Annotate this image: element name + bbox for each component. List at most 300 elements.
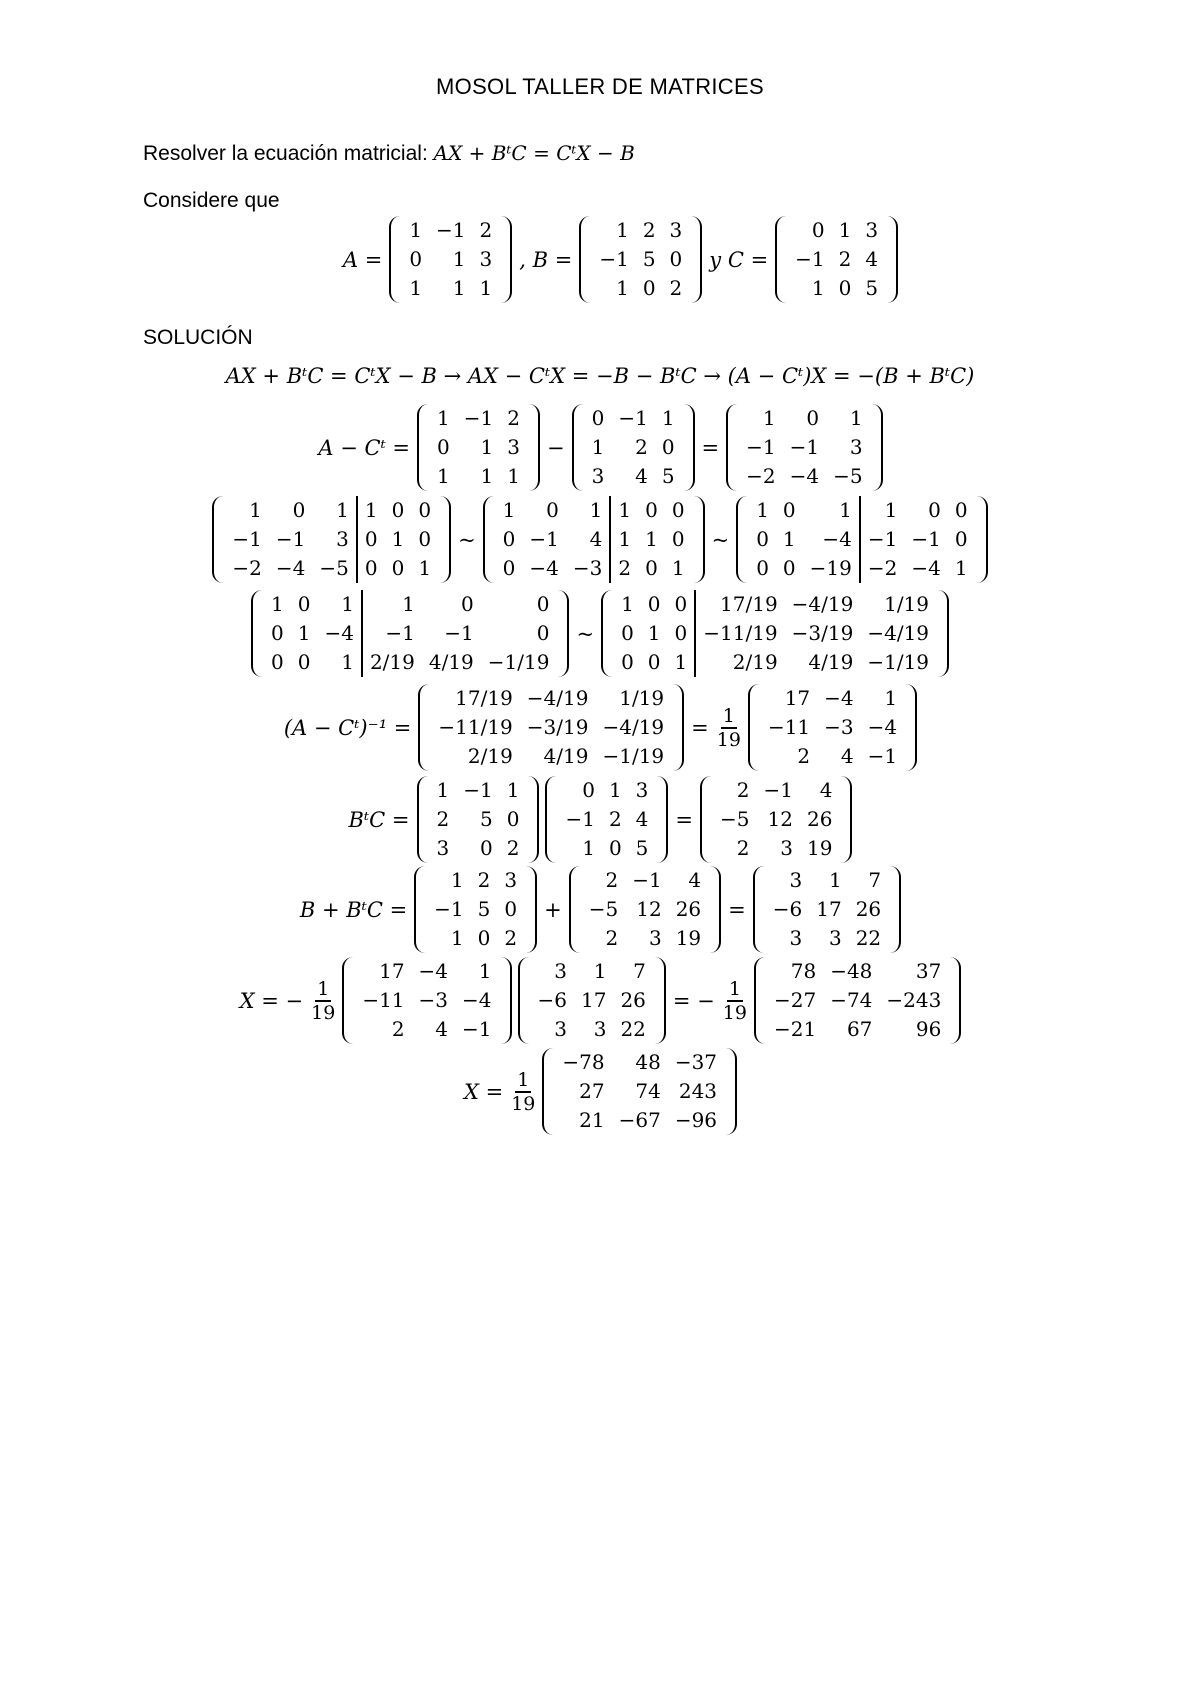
matrix-cell: 3	[648, 926, 662, 950]
matrix-cell: 1	[452, 276, 466, 300]
matrix-cell: −3	[418, 988, 449, 1012]
matrix-cell: 1	[478, 959, 492, 983]
matrix-cell: −4	[275, 556, 306, 580]
matrix-cell: −3	[824, 715, 854, 739]
matrix-cell: 19	[806, 836, 833, 860]
intro-label: Resolver la ecuación matricial:	[143, 142, 428, 165]
matrix-cell: −11/19	[438, 715, 513, 739]
matrix-row	[427, 866, 524, 895]
matrix-row	[592, 216, 689, 245]
matrix-row	[558, 834, 655, 863]
x-product-line	[0, 957, 1200, 1044]
matrix	[572, 404, 695, 491]
matrix-cell: 1	[674, 650, 688, 674]
matrix-cell: 26	[806, 807, 833, 831]
matrix-cell: −1	[529, 527, 559, 551]
matrix-row	[713, 776, 839, 805]
matrix	[569, 866, 721, 953]
matrix-row	[496, 496, 692, 525]
left-paren	[417, 776, 430, 863]
matrix-row	[582, 866, 708, 895]
matrix-cell: 17	[816, 897, 842, 921]
matrix-grid	[225, 496, 438, 583]
matrix-cell: 2	[642, 218, 656, 242]
matrix-grid	[264, 590, 556, 677]
fraction	[715, 705, 743, 751]
matrix-cell: 0	[674, 592, 688, 616]
math-expression: =	[691, 715, 709, 740]
matrix-cell: 5	[661, 464, 675, 488]
matrix-cell: 1	[608, 778, 622, 802]
matrix-row	[355, 986, 498, 1015]
right-paren	[655, 776, 668, 863]
matrix-row	[585, 433, 682, 462]
matrix-cell: 0	[838, 276, 852, 300]
matrix-row	[614, 648, 936, 677]
matrix-row	[582, 924, 708, 953]
matrix-cell: 3	[507, 435, 520, 459]
matrix-row	[225, 496, 438, 525]
matrix-cell: 2/19	[362, 648, 422, 677]
matrix-row	[531, 957, 653, 986]
matrix-row	[749, 525, 974, 554]
matrix-cell: −4	[911, 556, 941, 580]
matrix-cell: 3	[780, 836, 793, 860]
matrix-cell: −11/19	[695, 619, 784, 648]
math-expression: ~	[711, 527, 730, 552]
matrix-row	[430, 834, 527, 863]
matrix-row	[427, 924, 524, 953]
matrix	[736, 496, 987, 583]
matrix-cell: −74	[830, 988, 873, 1012]
matrix-row	[558, 776, 655, 805]
matrix-row	[431, 742, 671, 771]
matrix-cell: −1/19	[867, 650, 930, 674]
math-expression: =	[701, 435, 720, 460]
right-paren	[671, 684, 684, 771]
matrix-cell: 0	[297, 650, 311, 674]
matrix-row	[767, 957, 948, 986]
matrix-cell: −2	[860, 554, 904, 583]
matrix-cell: 7	[633, 959, 646, 983]
matrix-row	[739, 433, 869, 462]
right-paren	[885, 216, 898, 303]
matrix-cell: 1/19	[884, 592, 930, 616]
math-expression: +	[544, 897, 562, 922]
matrix-row	[558, 805, 655, 834]
matrix-cell: 0	[928, 498, 941, 522]
matrix-cell: 0	[582, 778, 595, 802]
matrix-cell: 1	[954, 556, 968, 580]
right-paren	[499, 957, 512, 1044]
matrix	[414, 866, 537, 953]
math-expression: y C =	[709, 247, 769, 272]
matrix-cell: 17/19	[455, 686, 513, 710]
matrix-cell: 1	[297, 621, 311, 645]
matrix-cell: 1	[437, 406, 450, 430]
x-final-line	[0, 1048, 1200, 1135]
matrix-cell: −2	[746, 464, 776, 488]
matrix-cell: −3/19	[526, 715, 589, 739]
matrix-row	[713, 805, 839, 834]
matrix-cell: 0	[674, 621, 688, 645]
fraction	[509, 1069, 537, 1115]
matrix-cell: 0	[409, 247, 423, 271]
matrix-cell: 1	[357, 496, 385, 525]
math-expression: = −	[672, 988, 715, 1013]
matrix-grid	[427, 866, 524, 953]
gauss-jordan-step1-line	[0, 496, 1200, 583]
matrix-cell: −4/19	[867, 621, 930, 645]
matrix-cell: 4	[819, 778, 833, 802]
matrix-cell: 0	[954, 498, 968, 522]
matrix-cell: 243	[678, 1079, 718, 1103]
matrix-cell: −4	[324, 621, 354, 645]
matrix-cell: −1	[618, 406, 648, 430]
right-paren	[888, 866, 901, 953]
matrix-cell: −1/19	[602, 744, 665, 768]
math-expression: A − Cᵗ =	[318, 435, 411, 460]
matrix-cell: 0	[546, 498, 559, 522]
matrix-cell: 0	[418, 498, 432, 522]
matrix	[754, 957, 961, 1044]
matrix-cell: 2	[436, 807, 450, 831]
matrix-cell: 0	[536, 621, 550, 645]
matrix-cell: 0	[642, 276, 656, 300]
matrix-cell: 4	[635, 807, 649, 831]
matrix-row	[749, 554, 974, 583]
matrix-row	[402, 245, 499, 274]
matrix-cell: 1	[645, 527, 658, 551]
matrix-cell: −1	[632, 868, 662, 892]
matrix-cell: −3/19	[791, 621, 854, 645]
matrix-row	[264, 590, 556, 619]
matrix-row	[264, 648, 556, 677]
left-paren	[483, 496, 496, 583]
matrix-grid	[766, 866, 888, 953]
solution-label: SOLUCIÓN	[143, 326, 253, 349]
matrix-cell: 1	[437, 464, 450, 488]
matrix-row	[430, 404, 527, 433]
right-paren	[708, 866, 721, 953]
matrix-cell: 2	[736, 836, 750, 860]
matrix-cell: 1	[336, 498, 349, 522]
math-expression: , B =	[519, 247, 573, 272]
matrix	[753, 866, 901, 953]
matrix	[483, 496, 705, 583]
matrix-row	[430, 433, 527, 462]
left-paren	[753, 866, 766, 953]
matrix-cell: 4	[435, 1017, 449, 1041]
matrix-cell: 1	[341, 650, 354, 674]
matrix-cell: 2	[635, 435, 648, 459]
equation-rearrangement-line	[0, 364, 1200, 388]
given-matrices-line	[0, 216, 1200, 303]
matrix-cell: 2	[504, 926, 518, 950]
matrix-cell: −4	[867, 715, 898, 739]
matrix-row	[788, 274, 885, 303]
left-paren	[748, 684, 761, 771]
fraction-denominator: 19	[716, 728, 741, 751]
left-paren	[212, 496, 225, 583]
matrix-cell: 4/19	[808, 650, 854, 674]
matrix-cell: −21	[773, 1017, 817, 1041]
matrix-cell: 3	[635, 778, 649, 802]
matrix-grid	[355, 957, 498, 1044]
matrix-cell: 0	[669, 247, 683, 271]
matrix-cell: −96	[674, 1108, 718, 1132]
matrix-cell: −243	[886, 988, 942, 1012]
matrix-cell: 4	[589, 527, 603, 551]
math-expression: −	[546, 435, 565, 460]
matrix-cell: 0	[782, 498, 796, 522]
matrix-cell: 0	[661, 435, 675, 459]
matrix-cell: 4	[688, 868, 702, 892]
gauss-jordan-step2-line	[0, 590, 1200, 677]
matrix-row	[766, 895, 888, 924]
matrix-row	[431, 713, 671, 742]
math-expression: (A − Cᵗ)⁻¹ =	[283, 715, 412, 740]
matrix-grid	[788, 216, 885, 303]
math-expression: AX + BᵗC = CᵗX − B → AX − CᵗX = −B − BᵗC → (A − Cᵗ)X = −(B + BᵗC)	[225, 364, 975, 388]
right-paren	[948, 957, 961, 1044]
matrix-cell: 1	[616, 218, 629, 242]
matrix-cell: −4/19	[791, 592, 854, 616]
matrix-row	[555, 1077, 724, 1106]
fraction	[309, 978, 337, 1024]
fraction-denominator: 19	[311, 1001, 336, 1024]
matrix-cell: −1	[362, 619, 422, 648]
matrix-row	[531, 986, 653, 1015]
matrix-cell: 3	[554, 1017, 567, 1041]
matrix-cell: 1	[838, 218, 852, 242]
matrix-row	[739, 404, 869, 433]
matrix-cell: 1/19	[619, 686, 665, 710]
matrix-cell: −5	[319, 556, 349, 580]
matrix-cell: 27	[579, 1079, 605, 1103]
matrix-row	[766, 924, 888, 953]
matrix-cell: 1	[762, 406, 776, 430]
right-paren	[936, 590, 949, 677]
math-expression: A =	[342, 247, 383, 272]
left-paren	[775, 216, 788, 303]
matrix-cell: 3	[669, 218, 683, 242]
matrix-cell: −1	[789, 435, 820, 459]
matrix-cell: 2	[608, 807, 622, 831]
matrix-cell: −67	[618, 1108, 661, 1132]
left-paren	[700, 776, 713, 863]
matrix-cell: −1	[599, 247, 629, 271]
matrix-row	[264, 619, 556, 648]
matrix-row	[585, 404, 682, 433]
matrix-cell: 1	[839, 498, 852, 522]
matrix-row	[582, 895, 708, 924]
matrix-cell: 1	[391, 527, 405, 551]
matrix-cell: 1	[756, 498, 769, 522]
matrix-cell: 1	[671, 556, 685, 580]
matrix-row	[531, 1015, 653, 1044]
matrix-cell: 0	[437, 435, 450, 459]
matrix-row	[592, 274, 689, 303]
right-paren	[689, 216, 702, 303]
matrix-cell: 37	[915, 959, 942, 983]
left-paren	[601, 590, 614, 677]
matrix	[748, 684, 917, 771]
matrix-row	[767, 986, 948, 1015]
matrix-cell: 1	[450, 926, 464, 950]
matrix-cell: 67	[846, 1017, 873, 1041]
matrix-cell: −37	[674, 1050, 718, 1074]
matrix-cell: 0	[608, 836, 622, 860]
left-paren	[417, 404, 430, 491]
math-expression: =	[675, 807, 694, 832]
matrix-row	[225, 525, 438, 554]
matrix-cell: 0	[479, 836, 493, 860]
matrix-cell: 4/19	[543, 744, 589, 768]
matrix-cell: 1	[591, 435, 605, 459]
matrix-cell: 0	[756, 527, 769, 551]
matrix-cell: 3	[479, 247, 493, 271]
matrix-cell: 3	[593, 1017, 607, 1041]
matrix-cell: −1	[867, 744, 898, 768]
matrix-cell: 2	[669, 276, 683, 300]
fraction	[721, 978, 749, 1024]
matrix-cell: 5	[642, 247, 656, 271]
matrix-cell: 1	[452, 247, 466, 271]
matrix-row	[430, 805, 527, 834]
matrix-cell: 1	[409, 276, 423, 300]
left-paren	[414, 866, 427, 953]
matrix-cell: 0	[506, 807, 520, 831]
matrix-cell: 1	[450, 868, 464, 892]
matrix-cell: 3	[789, 868, 803, 892]
matrix-cell: 1	[621, 592, 634, 616]
matrix-cell: 0	[645, 498, 658, 522]
matrix-row	[614, 590, 936, 619]
matrix-cell: 26	[855, 897, 882, 921]
matrix-cell: 1	[582, 836, 595, 860]
matrix-row	[555, 1106, 724, 1135]
matrix-cell: 1	[811, 276, 825, 300]
matrix-cell: 2	[479, 218, 493, 242]
matrix-cell: −1	[911, 527, 941, 551]
matrix-cell: 0	[391, 556, 405, 580]
matrix-row	[496, 525, 692, 554]
matrix-cell: 74	[635, 1079, 661, 1103]
matrix-cell: −2	[232, 556, 262, 580]
matrix-cell: 1	[828, 868, 842, 892]
math-expression: X =	[463, 1079, 504, 1104]
consider-label: Considere que	[143, 189, 280, 212]
matrix-cell: −1	[463, 778, 493, 802]
matrix-cell: 0	[954, 527, 968, 551]
matrix-cell: −1	[746, 435, 776, 459]
right-paren	[975, 496, 988, 583]
fraction-denominator: 19	[722, 1001, 747, 1024]
math-expression: ~	[576, 621, 595, 646]
matrix-cell: 1	[341, 592, 354, 616]
matrix-cell: 4	[865, 247, 879, 271]
matrix-cell: 1	[782, 527, 796, 551]
matrix-grid	[531, 957, 653, 1044]
matrix-cell: 2	[477, 868, 491, 892]
matrix-cell: 2	[797, 744, 811, 768]
matrix-grid	[582, 866, 708, 953]
matrix-cell: 5	[635, 836, 649, 860]
matrix-cell: −78	[562, 1050, 605, 1074]
matrix-grid	[767, 957, 948, 1044]
matrix-row	[555, 1048, 724, 1077]
matrix-cell: 1	[502, 498, 516, 522]
matrix-cell: 0	[297, 592, 311, 616]
matrix-cell: 2	[507, 406, 520, 430]
matrix-row	[614, 619, 936, 648]
left-paren	[579, 216, 592, 303]
matrix-cell: 1	[593, 959, 607, 983]
matrix-cell: −4	[418, 959, 449, 983]
matrix-cell: 5	[479, 807, 493, 831]
matrix-row	[761, 713, 904, 742]
matrix-cell: −1	[763, 778, 793, 802]
matrix-row	[430, 462, 527, 491]
matrix-cell: −1	[275, 527, 306, 551]
matrix	[389, 216, 512, 303]
matrix-grid	[614, 590, 936, 677]
fraction-numerator: 1	[722, 704, 735, 727]
right-paren	[724, 1048, 737, 1135]
matrix-cell: 0	[756, 556, 769, 580]
fraction-numerator: 1	[517, 1068, 530, 1091]
matrix-grid	[555, 1048, 724, 1135]
left-paren	[754, 957, 767, 1044]
matrix-cell: −5	[588, 897, 619, 921]
matrix-cell: 1	[409, 218, 423, 242]
matrix-row	[355, 1015, 498, 1044]
matrix-cell: 0	[502, 527, 516, 551]
matrix-cell: 22	[620, 1017, 646, 1041]
matrix-cell: 3	[789, 926, 803, 950]
matrix-row	[761, 742, 904, 771]
matrix-cell: 0	[357, 525, 385, 554]
matrix-cell: −1	[232, 527, 262, 551]
matrix-cell: −1	[462, 1017, 492, 1041]
matrix-grid	[749, 496, 974, 583]
matrix-row	[749, 496, 974, 525]
matrix-cell: −1	[795, 247, 825, 271]
matrix-grid	[558, 776, 655, 863]
matrix-cell: 1	[647, 621, 661, 645]
matrix-row	[431, 684, 671, 713]
matrix-row	[225, 554, 438, 583]
left-paren	[726, 404, 739, 491]
matrix-cell: 2	[506, 836, 520, 860]
matrix	[212, 496, 451, 583]
matrix-grid	[761, 684, 904, 771]
right-paren	[499, 216, 512, 303]
matrix-cell: 1	[362, 590, 422, 619]
matrix-cell: −4	[529, 556, 559, 580]
matrix-cell: 4	[840, 744, 854, 768]
matrix-cell: 1	[610, 496, 638, 525]
matrix-cell: −1	[860, 525, 904, 554]
matrix-cell: 4/19	[428, 650, 474, 674]
matrix-cell: 12	[767, 807, 793, 831]
matrix-cell: 48	[635, 1050, 661, 1074]
matrix-cell: 0	[647, 650, 661, 674]
matrix-cell: 0	[357, 554, 385, 583]
matrix-grid	[585, 404, 682, 491]
matrix-row	[739, 462, 869, 491]
